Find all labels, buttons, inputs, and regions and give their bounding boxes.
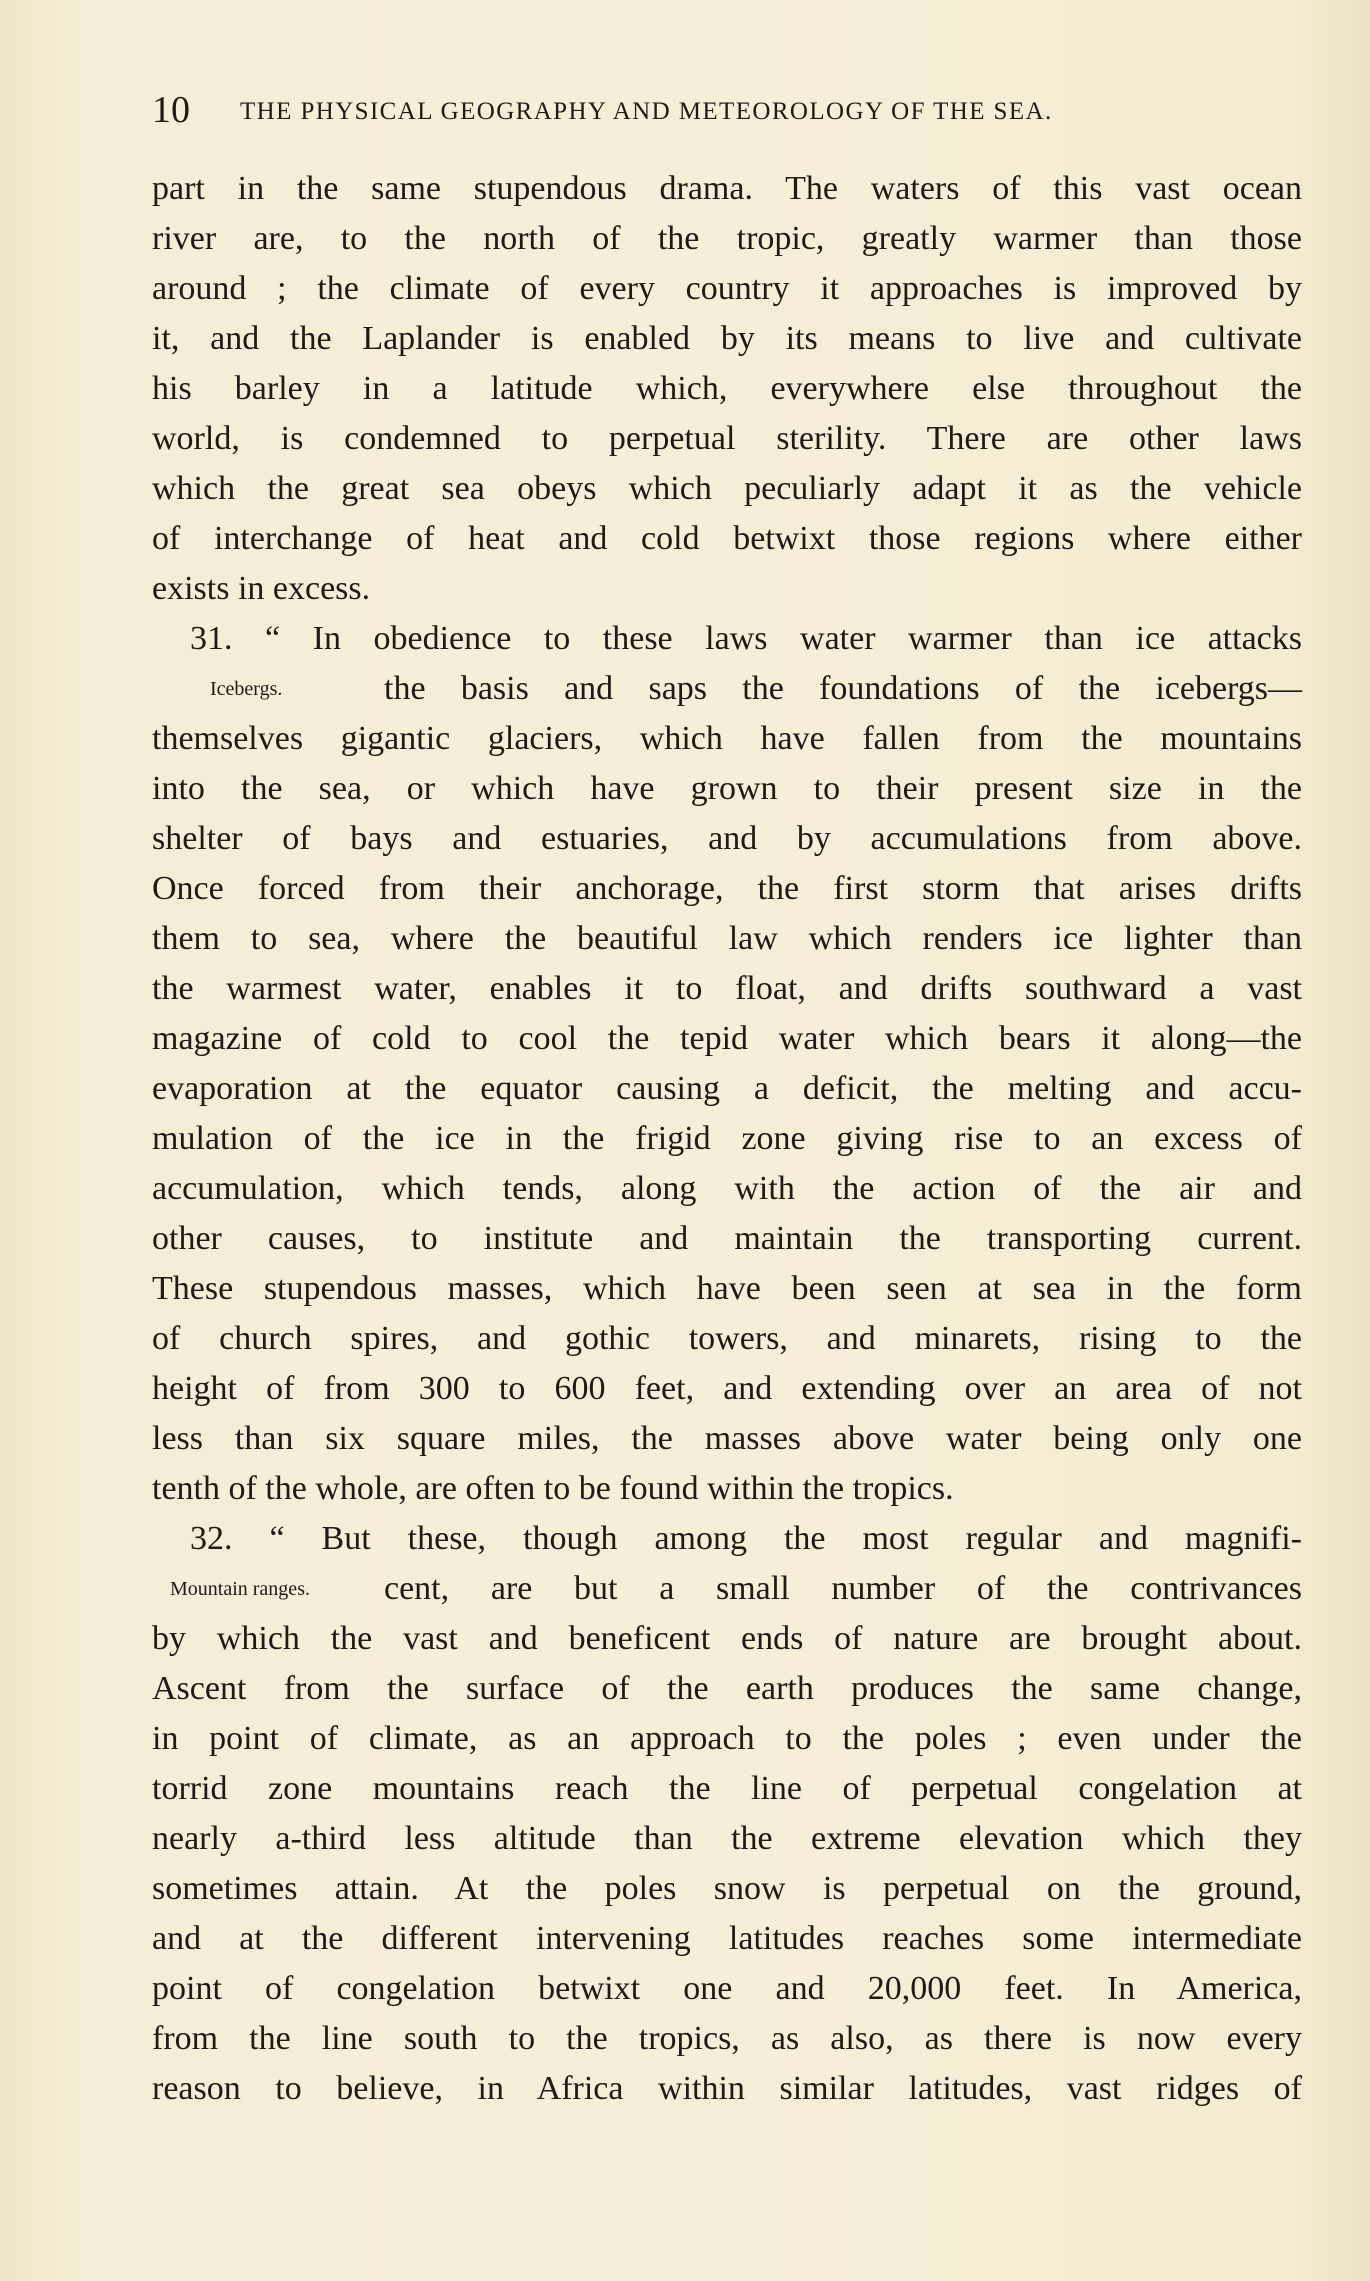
text-line: magazine of cold to cool the tepid water which bears it along—the bbox=[152, 1020, 1302, 1057]
text-line: reason to believe, in Africa within similar latitudes, vast ridges of bbox=[152, 2070, 1302, 2107]
text-line: in point of climate, as an approach to the poles ; even under the bbox=[152, 1720, 1302, 1757]
text-line: tenth of the whole, are often to be found within the tropics. bbox=[152, 1470, 954, 1507]
text-line: themselves gigantic glaciers, which have fallen from the mountains bbox=[152, 720, 1302, 757]
text-line: less than six square miles, the masses above water being only one bbox=[152, 1420, 1302, 1457]
text-line: evaporation at the equator causing a deficit, the melting and accu- bbox=[152, 1070, 1302, 1107]
text-line: cent, are but a small number of the contrivances bbox=[384, 1570, 1302, 1607]
page-number: 10 bbox=[152, 89, 190, 131]
text-line: of church spires, and gothic towers, and minarets, rising to the bbox=[152, 1320, 1302, 1357]
text-line: by which the vast and beneficent ends of nature are brought about. bbox=[152, 1620, 1302, 1657]
text-line: part in the same stupendous drama. The waters of this vast ocean bbox=[152, 170, 1302, 207]
text-line: Ascent from the surface of the earth produces the same change, bbox=[152, 1670, 1302, 1707]
text-line: of interchange of heat and cold betwixt those regions where either bbox=[152, 520, 1302, 557]
text-line: the basis and saps the foundations of the icebergs— bbox=[384, 670, 1302, 707]
text-line: river are, to the north of the tropic, greatly warmer than those bbox=[152, 220, 1302, 257]
page-header bbox=[152, 84, 1262, 136]
text-line: point of congelation betwixt one and 20,000 feet. In America, bbox=[152, 1970, 1302, 2007]
side-note-icebergs: Icebergs. bbox=[210, 678, 283, 700]
text-line: world, is condemned to perpetual sterility. There are other laws bbox=[152, 420, 1302, 457]
text-line: nearly a-third less altitude than the extreme elevation which they bbox=[152, 1820, 1302, 1857]
side-note-mountain-ranges: Mountain ranges. bbox=[170, 1578, 310, 1600]
text-line: which the great sea obeys which peculiarly adapt it as the vehicle bbox=[152, 470, 1302, 507]
text-line: into the sea, or which have grown to their present size in the bbox=[152, 770, 1302, 807]
paragraph-32-start: 32. “ But these, though among the most regular and magnifi- bbox=[190, 1520, 1302, 1557]
text-line: his barley in a latitude which, everywhere else throughout the bbox=[152, 370, 1302, 407]
paragraph-31-start: 31. “ In obedience to these laws water warmer than ice attacks bbox=[190, 620, 1302, 657]
running-title: THE PHYSICAL GEOGRAPHY AND METEOROLOGY OF THE SEA. bbox=[240, 98, 1053, 125]
text-line: and at the different intervening latitudes reaches some intermediate bbox=[152, 1920, 1302, 1957]
text-line: from the line south to the tropics, as also, as there is now every bbox=[152, 2020, 1302, 2057]
text-line: These stupendous masses, which have been seen at sea in the form bbox=[152, 1270, 1302, 1307]
text-line: accumulation, which tends, along with the action of the air and bbox=[152, 1170, 1302, 1207]
text-line: other causes, to institute and maintain the transporting current. bbox=[152, 1220, 1302, 1257]
text-line: height of from 300 to 600 feet, and extending over an area of not bbox=[152, 1370, 1302, 1407]
text-line: them to sea, where the beautiful law which renders ice lighter than bbox=[152, 920, 1302, 957]
text-line: Once forced from their anchorage, the first storm that arises drifts bbox=[152, 870, 1302, 907]
text-line: it, and the Laplander is enabled by its means to live and cultivate bbox=[152, 320, 1302, 357]
text-line: exists in excess. bbox=[152, 570, 371, 607]
text-line: torrid zone mountains reach the line of perpetual congelation at bbox=[152, 1770, 1302, 1807]
text-line: the warmest water, enables it to float, and drifts southward a vast bbox=[152, 970, 1302, 1007]
text-line: mulation of the ice in the frigid zone giving rise to an excess of bbox=[152, 1120, 1302, 1157]
text-line: shelter of bays and estuaries, and by accumulations from above. bbox=[152, 820, 1302, 857]
text-line: sometimes attain. At the poles snow is perpetual on the ground, bbox=[152, 1870, 1302, 1907]
text-line: around ; the climate of every country it approaches is improved by bbox=[152, 270, 1302, 307]
